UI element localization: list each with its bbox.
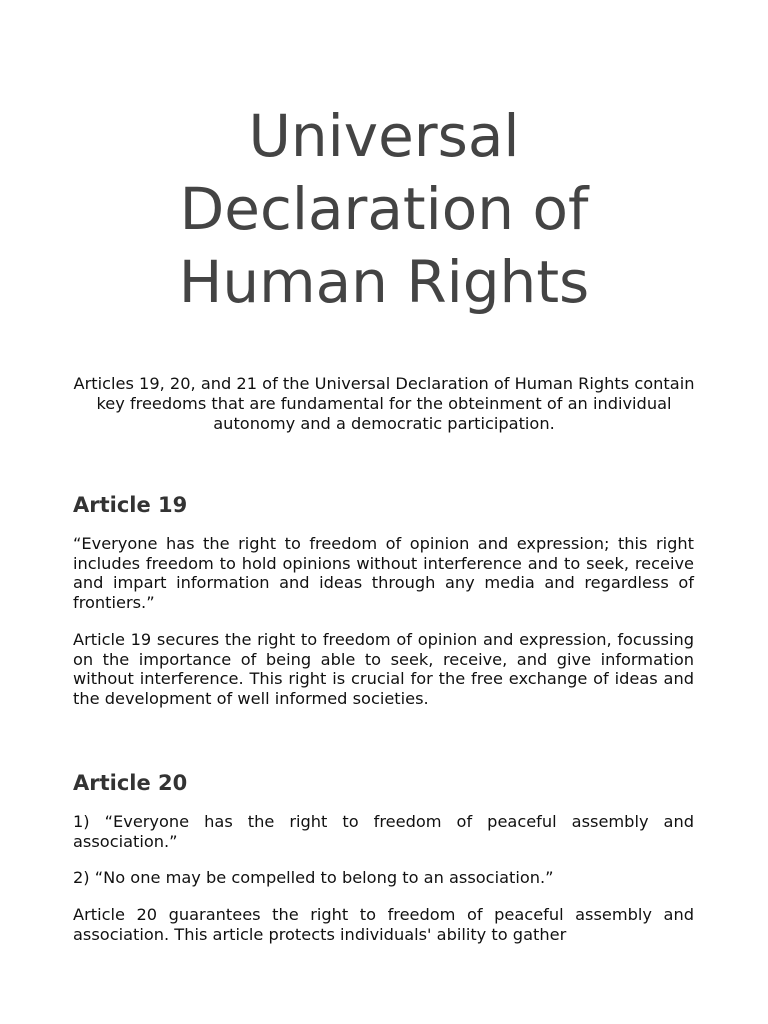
- title-line: Declaration of: [179, 175, 589, 243]
- article-quote: “Everyone has the right to freedom of opinion and expression; this right includes freedom to hold opinions without interference and to seek, receive and impart information and ideas through any media and regardless of frontiers.”: [73, 534, 694, 613]
- article-clause: 1) “Everyone has the right to freedom of peaceful assembly and association.”: [73, 812, 694, 851]
- article-heading: Article 19: [73, 493, 188, 517]
- article-heading: Article 20: [73, 771, 188, 795]
- article-commentary: Article 20 guarantees the right to freedom of peaceful assembly and association. This article protects individuals' ability to gather: [73, 905, 694, 944]
- title-line: Human Rights: [178, 248, 590, 316]
- document-title: [0, 100, 768, 319]
- article-19-section: [73, 492, 694, 709]
- intro-paragraph: Articles 19, 20, and 21 of the Universal Declaration of Human Rights contain key freedoms that are fundamental for the obteinment of an individual autonomy and a democratic participation.: [73, 374, 695, 433]
- article-clause: 2) “No one may be compelled to belong to an association.”: [73, 868, 554, 888]
- article-commentary: Article 19 secures the right to freedom of opinion and expression, focussing on the importance of being able to seek, receive, and give information without interference. This right is crucial for the free exchange of ideas and the development of well informed societies.: [73, 629, 694, 708]
- article-20-section: [73, 770, 694, 945]
- title-line: Universal: [248, 102, 520, 170]
